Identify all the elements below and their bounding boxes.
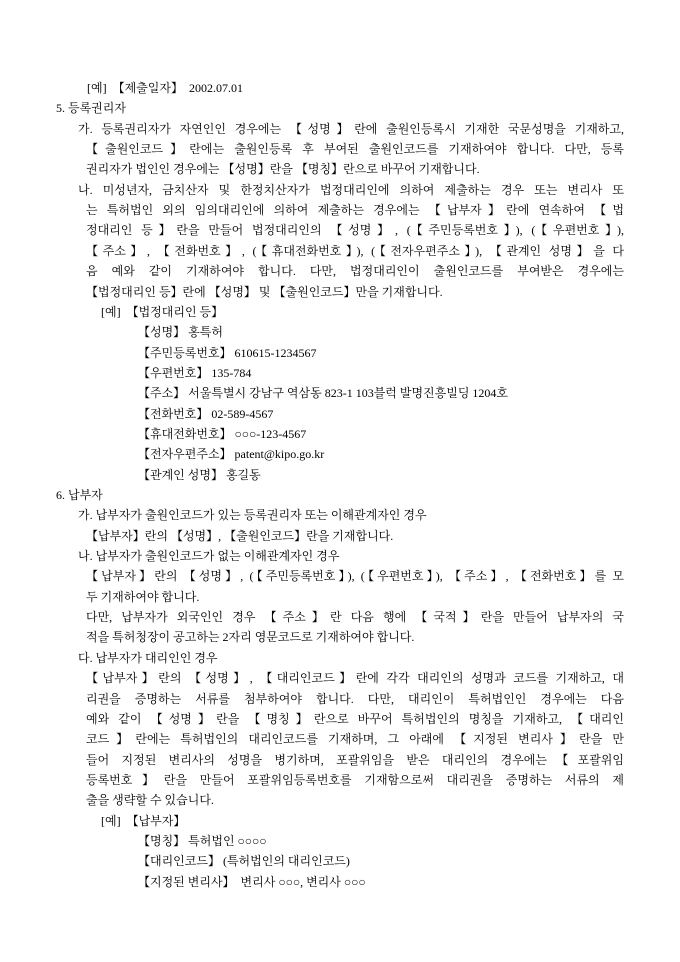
text-line: 다만, 납부자가 외국인인 경우 【주소】란 다음 행에 【국적】란을 만들어 납부자의 국 <box>86 610 624 624</box>
text-line: 【명칭】 특허법인 ○○○○ <box>138 834 267 848</box>
text-line: 나. 납부자가 출원인코드가 없는 이해관계자인 경우 <box>78 549 340 563</box>
text-line: 【휴대전화번호】 ○○○-123-4567 <box>138 427 307 441</box>
text-line: 【법정대리인 등】란에 【성명】 및 【출원인코드】만을 기재합니다. <box>86 285 443 299</box>
text-line: 【납부자】란의 【성명】, 【대리인코드】란에 각각 대리인의 성명과 코드를 기재하고, 대 <box>86 671 624 685</box>
text-line: 정대리인 등】란을 만들어 법정대리인의 【성명】, (【주민등록번호】), (【우편번호】), <box>86 223 624 237</box>
text-line: 다. 납부자가 대리인인 경우 <box>78 651 218 665</box>
text-line: 가. 등록권리자가 자연인인 경우에는 【성명】란에 출원인등록시 기재한 국문성명을 기재하고, <box>78 122 624 136</box>
text-line: 음 예와 같이 기재하여야 합니다. 다만, 법정대리인이 출원인코드를 부여받은 경우에는 <box>86 264 624 278</box>
text-line: 【전화번호】 02-589-4567 <box>138 407 274 421</box>
text-line: 출을 생략할 수 있습니다. <box>86 793 214 807</box>
text-line: 【우편번호】 135-784 <box>138 366 252 380</box>
text-line: 예와 같이 【성명】란을 【명칭】란으로 바꾸어 특허법인의 명칭을 기재하고, 【대리인 <box>86 712 624 726</box>
text-line: 코드】란에는 특허법인의 대리인코드를 기재하며, 그 아래에 【지정된 변리사】란을 만 <box>86 732 624 746</box>
text-line: 【출원인코드】란에는 출원인등록 후 부여된 출원인코드를 기재하여야 합니다. 다만, 등록 <box>86 142 624 156</box>
text-line: 6. 납부자 <box>56 488 103 502</box>
text-line: 가. 납부자가 출원인코드가 있는 등록권리자 또는 이해관계자인 경우 <box>78 508 427 522</box>
text-line: 【대리인코드】 (특허법인의 대리인코드) <box>138 854 350 868</box>
text-line: 들어 지정된 변리사의 성명을 병기하며, 포괄위임을 받은 대리인의 경우에는【포괄위임 <box>86 753 624 767</box>
text-line: 【주민등록번호】 610615-1234567 <box>138 346 317 360</box>
text-line: 【지정된 변리사】 변리사 ○○○, 변리사 ○○○ <box>138 875 366 889</box>
text-line: 【성명】 홍특허 <box>138 325 223 339</box>
text-line: 적을 특허청장이 공고하는 2자리 영문코드로 기재하여야 합니다. <box>86 630 415 644</box>
text-line: 【납부자】란의 【성명】, (【주민등록번호】), (【우편번호】), 【주소】, 【전화번호】를 모 <box>86 569 624 583</box>
text-line: 리권을 증명하는 서류를 첨부하여야 합니다. 다만, 대리인이 특허법인인 경우에는 다음 <box>86 692 624 706</box>
text-line: [예] 【납부자】 <box>101 814 186 828</box>
text-line: 【관계인 성명】 홍길동 <box>138 468 261 482</box>
text-line: 는 특허법인 외의 임의대리인에 의하여 제출하는 경우에는 【납부자】란에 연속하여 【법 <box>86 203 624 217</box>
text-line: [예] 【법정대리인 등】 <box>101 305 224 319</box>
text-line: 【주소】 서울특별시 강남구 역삼동 823-1 103블럭 발명진흥빌딩 1204호 <box>138 386 509 400</box>
text-line: 권리자가 법인인 경우에는 【성명】란을 【명칭】란으로 바꾸어 기재합니다. <box>86 162 480 176</box>
text-line: 두 기재하여야 합니다. <box>86 590 200 604</box>
text-line: 【주소】, 【전화번호】, (【휴대전화번호】), (【전자우편주소】), 【관계인 성명】을 다 <box>86 244 624 258</box>
text-line: 등록번호】란을 만들어 포괄위임등록번호를 기재함으로써 대리권을 증명하는 서류의 제 <box>86 773 624 787</box>
text-line: 5. 등록권리자 <box>56 101 126 115</box>
text-line: 【납부자】란의 【성명】, 【출원인코드】란을 기재합니다. <box>86 529 394 543</box>
text-line: 【전자우편주소】 patent@kipo.go.kr <box>138 447 325 461</box>
text-line: 나. 미성년자, 금치산자 및 한정치산자가 법정대리인에 의하여 제출하는 경우 또는 변리사 또 <box>78 183 624 197</box>
text-line: [예] 【제출일자】 2002.07.01 <box>87 81 243 95</box>
